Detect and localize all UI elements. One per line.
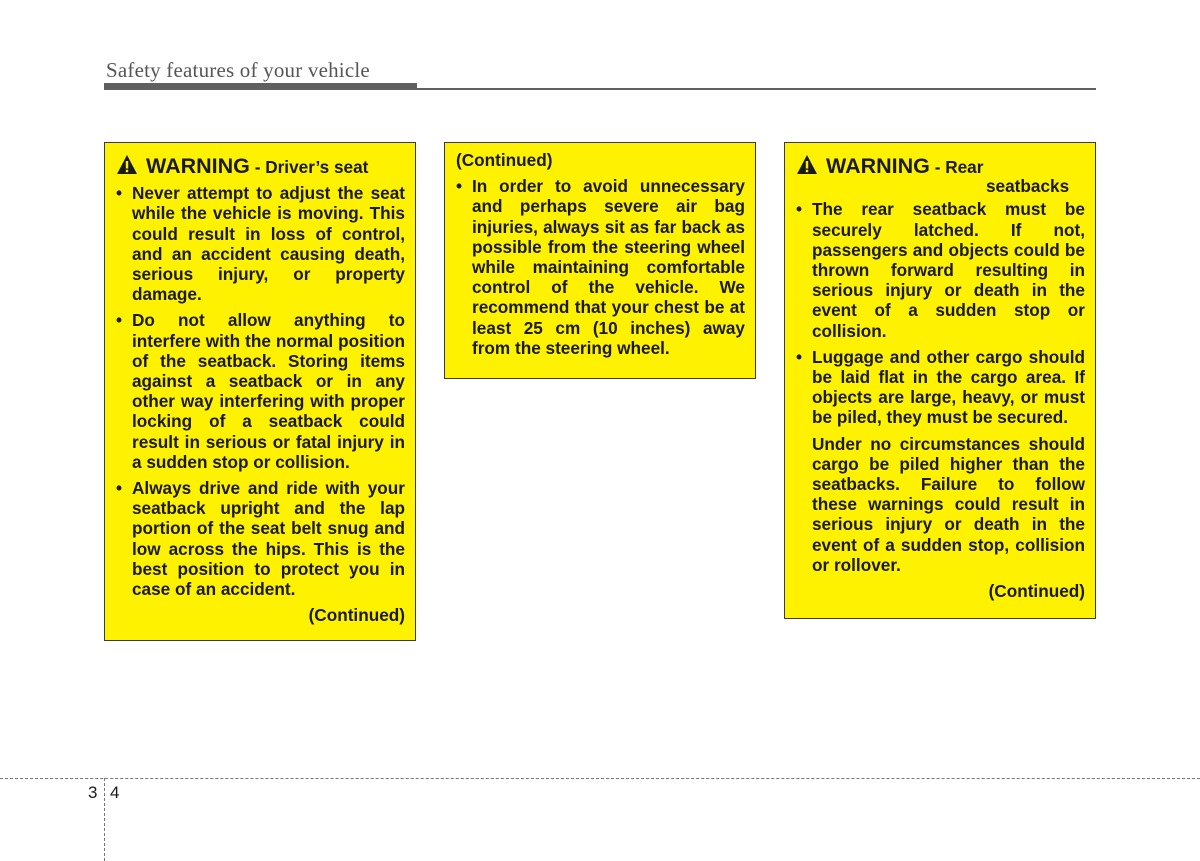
- continued-label: (Continued): [456, 150, 553, 170]
- list-item: • Never attempt to adjust the seat while the vehicle is moving. This could result in loss of control, and an accident causing death, serious injury, or property damage.: [116, 183, 405, 304]
- warning-box-continued: [444, 142, 756, 379]
- header-rule-thin: [417, 88, 1096, 90]
- list-item: • The rear seatback must be securely latched. If not, passengers and objects could be thrown forward resulting in serious injury or death in the event of a sudden stop or collision.: [796, 199, 1085, 340]
- warning-list: [116, 183, 405, 599]
- list-item: • Do not allow anything to interfere with the normal position of the seatback. Storing items against a seatback or in any other way interfering with proper locking of a seatback could result in serious or fatal injury in a sudden stop or collision.: [116, 310, 405, 472]
- warning-subject-line2: seatbacks: [986, 176, 1070, 197]
- list-item: • In order to avoid unnecessary and perhaps severe air bag injuries, always sit as far back as possible from the steering wheel while maintaining comfortable control of the vehicle. We recommend that your chest be at least 25 cm (10 inches) away from the steering wheel.: [456, 176, 745, 358]
- footer-rule: [0, 778, 1200, 779]
- warning-word: WARNING: [826, 154, 930, 178]
- warning-box-drivers-seat: [104, 142, 416, 641]
- continued-label: (Continued): [308, 605, 405, 626]
- page-header-title: Safety features of your vehicle: [106, 58, 370, 82]
- warning-subject: - Rear: [934, 157, 984, 177]
- warning-heading: [116, 155, 405, 177]
- warning-triangle-icon: [796, 154, 818, 176]
- list-item: • Always drive and ride with your seatback upright and the lap portion of the seat belt snug and low across the hips. This is the best position to protect you in case of an accident.: [116, 478, 405, 599]
- list-item: • Luggage and other cargo should be laid flat in the cargo area. If objects are large, heavy, or must be piled, they must be secured.: [796, 347, 1085, 428]
- warning-list: [796, 199, 1085, 427]
- warning-subject: - Driver’s seat: [254, 157, 369, 177]
- warning-word: WARNING: [146, 154, 250, 178]
- header-rule-thick: [104, 83, 417, 90]
- page-number: 4: [110, 783, 120, 802]
- warning-heading: [796, 155, 1085, 196]
- footer-divider: [104, 778, 105, 861]
- warning-box-rear-seatbacks: [784, 142, 1096, 619]
- warning-paragraph: Under no circumstances should cargo be piled higher than the seatbacks. Failure to follow these warnings could result in serious injury or death in the event of a sudden stop, collision or rollover.: [812, 433, 1085, 575]
- warning-list: [456, 176, 745, 358]
- warning-triangle-icon: [116, 154, 138, 176]
- chapter-number: 3: [88, 783, 98, 802]
- continued-label: (Continued): [988, 581, 1085, 602]
